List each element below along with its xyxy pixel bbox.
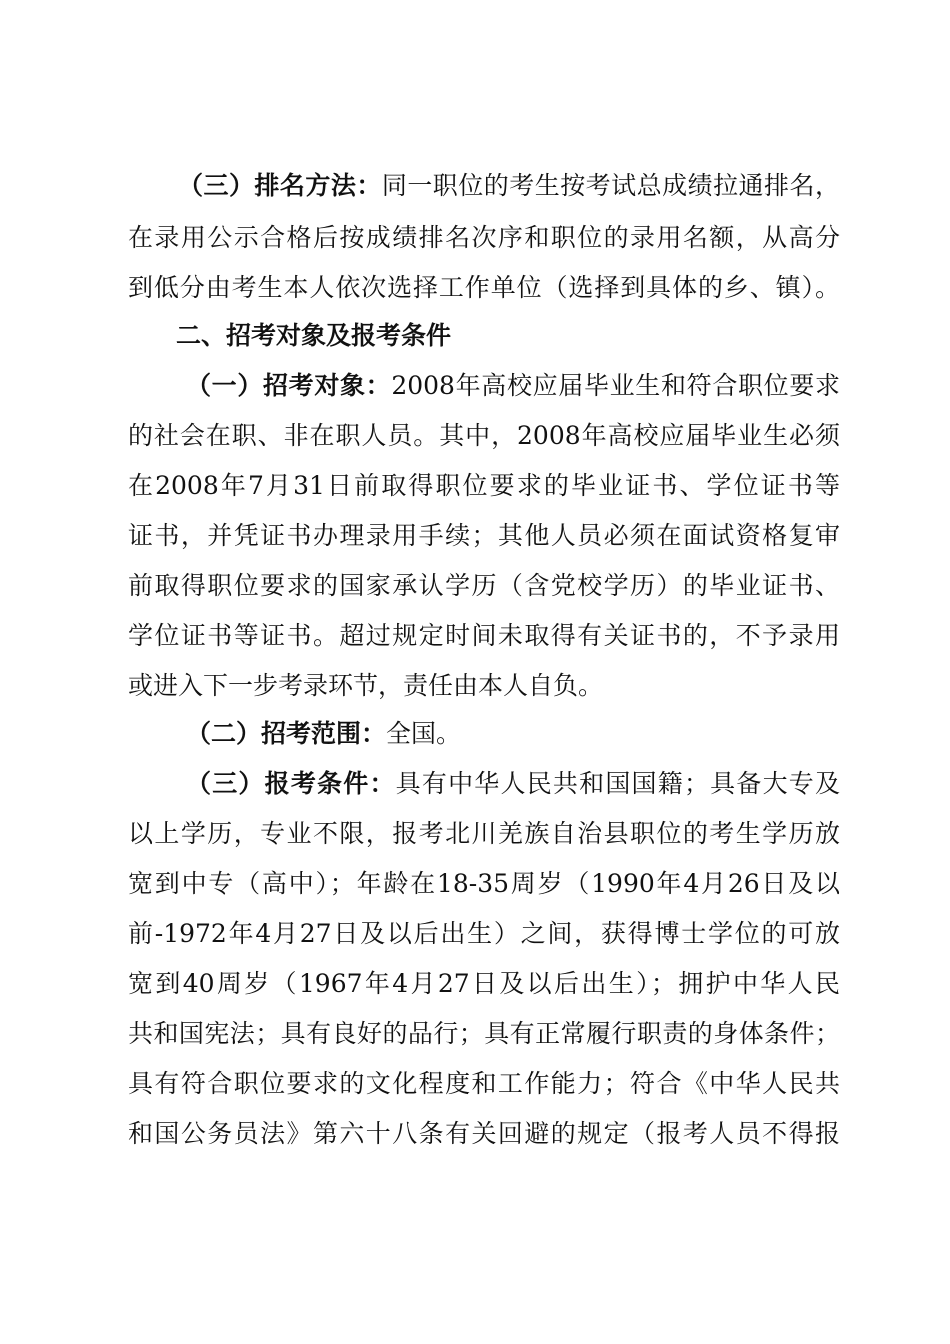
target-line-1 [186,366,840,406]
ranking-method-line-2: 在录用公示合格后按成绩排名次序和职位的录用名额，从高分 [128,223,840,252]
scope-line [186,714,840,754]
conditions-line-1 [186,764,840,804]
conditions-line-4: 前-1972年4月27日及以后出生）之间，获得博士学位的可放 [128,919,840,948]
conditions-line-8: 和国公务员法》第六十八条有关回避的规定（报考人员不得报 [128,1119,840,1148]
ranking-method-line-1 [178,166,840,206]
ranking-method-line-3: 到低分由考生本人依次选择工作单位（选择到具体的乡、镇）。 [128,273,840,302]
conditions-line-5: 宽到40周岁（1967年4月27日及以后出生）；拥护中华人民 [128,969,840,998]
conditions-text: 具有中华人民共和国国籍；具备大专及 [395,769,840,798]
target-line-3: 在2008年7月31日前取得职位要求的毕业证书、学位证书等 [128,471,840,500]
section-heading: 二、招考对象及报考条件 [176,321,452,350]
target-text: 2008年高校应届毕业生和符合职位要求 [391,371,840,400]
conditions-line-2: 以上学历，专业不限，报考北川羌族自治县职位的考生学历放 [128,819,840,848]
target-line-4: 证书，并凭证书办理录用手续；其他人员必须在面试资格复审 [128,521,840,550]
scope-heading: （二）招考范围： [186,719,387,748]
ranking-method-heading: （三）排名方法： [178,171,382,200]
target-line-6: 学位证书等证书。超过规定时间未取得有关证书的，不予录用 [128,621,840,650]
target-line-7: 或进入下一步考录环节，责任由本人自负。 [128,671,604,700]
conditions-line-3: 宽到中专（高中）；年龄在18-35周岁（1990年4月26日及以 [128,869,840,898]
target-heading: （一）招考对象： [186,371,392,400]
scope-text: 全国。 [386,719,462,748]
conditions-line-6: 共和国宪法；具有良好的品行；具有正常履行职责的身体条件； [128,1019,840,1048]
target-line-2: 的社会在职、非在职人员。其中，2008年高校应届毕业生必须 [128,421,840,450]
conditions-heading: （三）报考条件： [186,769,396,798]
conditions-line-7: 具有符合职位要求的文化程度和工作能力；符合《中华人民共 [128,1069,840,1098]
target-line-5: 前取得职位要求的国家承认学历（含党校学历）的毕业证书、 [128,571,840,600]
ranking-method-text: 同一职位的考生按考试总成绩拉通排名， [381,171,840,200]
